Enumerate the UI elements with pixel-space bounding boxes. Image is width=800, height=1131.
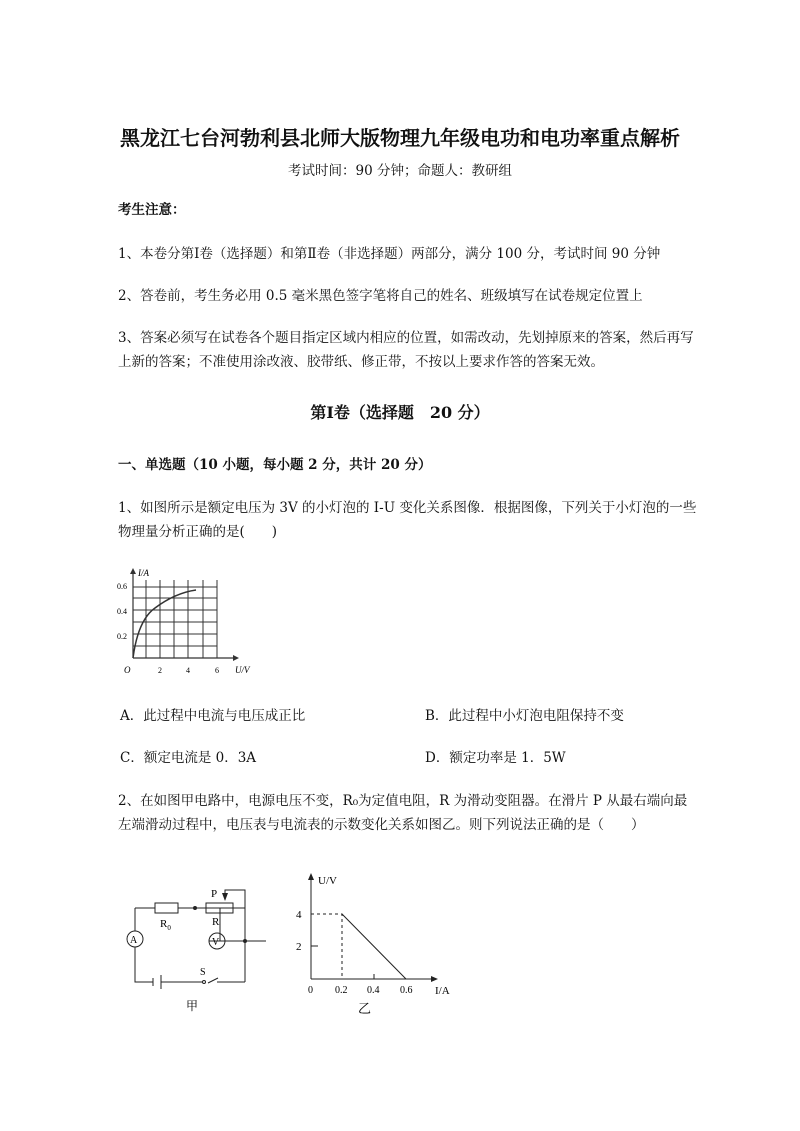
r0-label: $R_0$ [160, 918, 171, 932]
x-tick: 0.2 [335, 985, 348, 996]
x-tick: 0.4 [367, 985, 380, 996]
y-axis-label: I/A [138, 568, 149, 578]
section-title: 第Ⅰ卷（选择题 20 分） [310, 403, 490, 422]
notice-item: 2、答卷前，考生务必用 0.5 毫米黑色签字笔将自己的姓名、班级填写在试卷规定位置上 [118, 288, 643, 304]
ui-graph [311, 878, 433, 979]
switch-label: S [200, 967, 206, 978]
page-title: 黑龙江七台河勃利县北师大版物理九年级电功和电功率重点解析 [120, 126, 680, 150]
p-label: P [211, 888, 218, 900]
option-a[interactable]: A．此过程中电流与电压成正比 [120, 708, 306, 724]
y-tick: 2 [296, 941, 302, 953]
y-axis-label: U/V [318, 875, 337, 887]
notice-heading: 考生注意： [118, 202, 186, 218]
question-1-text: 1、如图所示是额定电压为 3V 的小灯泡的 I-U 变化关系图像．根据图像，下列关于小灯泡的一些物理量分析正确的是( ) [118, 500, 697, 540]
circuit-caption: 甲 [186, 999, 199, 1013]
ammeter-label: A [130, 935, 138, 946]
part-heading: 一、单选题（10 小题，每小题 2 分，共计 20 分） [118, 457, 432, 473]
x-tick: 6 [215, 666, 219, 675]
option-c[interactable]: C．额定电流是 0．3A [120, 750, 257, 766]
x-tick: 2 [158, 666, 162, 675]
voltmeter-label: V [212, 937, 220, 948]
notice-item: 3、答案必须写在试卷各个题目指定区域内相应的位置，如需改动，先划掉原来的答案，然后再写上新的答案；不准使用涂改液、胶带纸、修正带，不按以上要求作答的答案无效。 [118, 330, 694, 370]
origin-label: O [124, 665, 131, 675]
y-tick: 0.4 [117, 607, 127, 616]
option-d[interactable]: D．额定功率是 1．5W [425, 750, 566, 766]
y-tick: 4 [296, 909, 302, 921]
graph-caption: 乙 [358, 1001, 372, 1016]
question-2-text: 2、在如图甲电路中，电源电压不变，R₀为定值电阻，R 为滑动变阻器。在滑片 P 从最右端向最左端滑动过程中，电压表与电流表的示数变化关系如图乙。则下列说法正确的是（ ） [118, 793, 688, 833]
r-label: R [212, 916, 220, 928]
x-axis-label: I/A [435, 985, 450, 997]
exam-info: 考试时间：90 分钟；命题人：教研组 [288, 163, 512, 179]
x-axis-label: U/V [235, 665, 250, 675]
x-tick: 4 [186, 666, 190, 675]
y-tick: 0.6 [117, 582, 127, 591]
option-b[interactable]: B．此过程中小灯泡电阻保持不变 [425, 708, 624, 724]
notice-item: 1、本卷分第Ⅰ卷（选择题）和第Ⅱ卷（非选择题）两部分，满分 100 分，考试时间 90 分钟 [118, 246, 661, 262]
y-tick: 0.2 [117, 632, 127, 641]
x-tick: 0 [308, 985, 313, 996]
circuit-diagram [100, 890, 266, 1008]
iu-graph [100, 560, 260, 680]
circuit-and-graph [100, 860, 470, 1020]
x-tick: 0.6 [400, 985, 413, 996]
